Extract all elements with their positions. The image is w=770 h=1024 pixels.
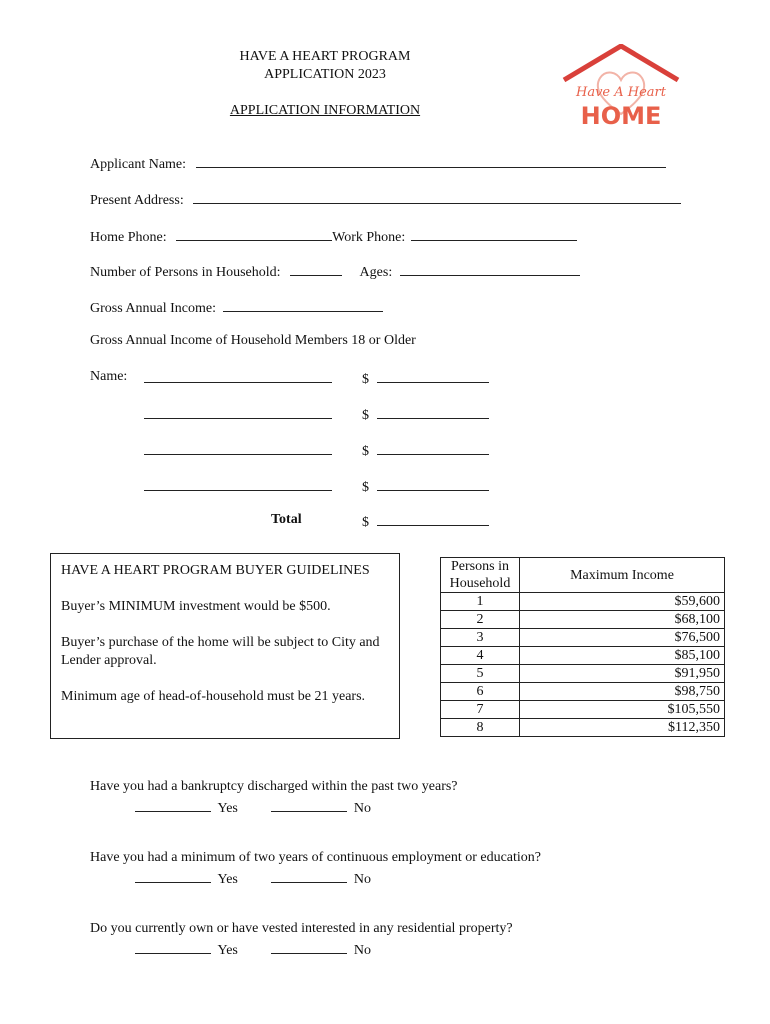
logo-line2: HOME — [580, 102, 662, 130]
dollar-sign: $ — [362, 372, 369, 387]
logo-line1: Have A Heart — [576, 85, 666, 100]
section-title: APPLICATION INFORMATION — [229, 103, 421, 118]
persons-cell: 2 — [441, 611, 520, 629]
total-label: Total — [271, 512, 302, 527]
member-amount-field[interactable] — [377, 477, 489, 491]
phone-row — [90, 227, 577, 246]
income-cell: $85,100 — [520, 647, 725, 665]
employment-no-field[interactable] — [271, 869, 347, 883]
dollar-sign: $ — [362, 408, 369, 423]
buyer-guidelines-box — [50, 553, 400, 739]
have-a-heart-home-logo — [560, 44, 682, 136]
table-row — [441, 629, 725, 647]
persons-label: Number of Persons in Household: — [90, 265, 281, 280]
bankruptcy-answer-row — [135, 798, 371, 817]
income-cell: $98,750 — [520, 683, 725, 701]
employment-yes-field[interactable] — [135, 869, 211, 883]
persons-cell: 7 — [441, 701, 520, 719]
member-amount-field[interactable] — [377, 369, 489, 383]
member-amount-row — [362, 477, 489, 496]
member-row — [144, 405, 332, 424]
question-property: Do you currently own or have vested interested in any residential property? — [90, 921, 513, 936]
persons-cell: 3 — [441, 629, 520, 647]
member-row — [144, 441, 332, 460]
member-amount-field[interactable] — [377, 405, 489, 419]
member-amount-field[interactable] — [377, 441, 489, 455]
table-row — [441, 701, 725, 719]
table-row — [441, 719, 725, 737]
income-cell: $68,100 — [520, 611, 725, 629]
gross-income-label: Gross Annual Income: — [90, 301, 216, 316]
program-title: HAVE A HEART PROGRAM — [239, 49, 411, 64]
applicant-name-label: Applicant Name: — [90, 157, 187, 172]
ages-field[interactable] — [400, 262, 580, 276]
property-no-label: No — [353, 943, 371, 958]
income-cell: $59,600 — [520, 593, 725, 611]
question-bankruptcy: Have you had a bankruptcy discharged within the past two years? — [90, 779, 458, 794]
persons-cell: 1 — [441, 593, 520, 611]
question-employment: Have you had a minimum of two years of continuous employment or education? — [90, 850, 542, 865]
applicant-name-row — [90, 154, 666, 173]
table-row — [441, 593, 725, 611]
guideline-min-age: Minimum age of head-of-household must be 21 years. — [61, 689, 366, 704]
property-yes-field[interactable] — [135, 940, 211, 954]
header-persons: Persons in Household — [441, 558, 520, 593]
gross-income-field[interactable] — [223, 298, 383, 312]
house-heart-icon — [560, 44, 682, 136]
dollar-sign: $ — [362, 444, 369, 459]
gross-income-row — [90, 298, 383, 317]
persons-cell: 5 — [441, 665, 520, 683]
bankruptcy-yes-field[interactable] — [135, 798, 211, 812]
table-row — [441, 611, 725, 629]
member-row — [144, 477, 332, 496]
ages-label: Ages: — [359, 265, 393, 280]
members-income-heading: Gross Annual Income of Household Members 18 or Older — [90, 333, 416, 348]
header-max-income: Maximum Income — [520, 558, 725, 593]
persons-cell: 4 — [441, 647, 520, 665]
dollar-sign: $ — [362, 515, 369, 530]
work-phone-label: Work Phone: — [332, 230, 406, 245]
application-year: APPLICATION 2023 — [264, 67, 386, 82]
member-amount-row — [362, 369, 489, 388]
table-row — [441, 665, 725, 683]
income-cell: $105,550 — [520, 701, 725, 719]
income-cell: $76,500 — [520, 629, 725, 647]
table-row — [441, 647, 725, 665]
present-address-field[interactable] — [193, 190, 681, 204]
property-answer-row — [135, 940, 371, 959]
header — [170, 48, 480, 120]
dollar-sign: $ — [362, 480, 369, 495]
home-phone-field[interactable] — [176, 227, 332, 241]
income-cell: $91,950 — [520, 665, 725, 683]
persons-field[interactable] — [290, 262, 342, 276]
bankruptcy-no-field[interactable] — [271, 798, 347, 812]
bankruptcy-no-label: No — [353, 801, 371, 816]
table-row — [441, 683, 725, 701]
max-income-table — [440, 557, 725, 737]
persons-cell: 8 — [441, 719, 520, 737]
property-no-field[interactable] — [271, 940, 347, 954]
guidelines-title: HAVE A HEART PROGRAM BUYER GUIDELINES — [61, 563, 370, 578]
member-name-field[interactable] — [144, 441, 332, 455]
member-name-field[interactable] — [144, 405, 332, 419]
home-phone-label: Home Phone: — [90, 230, 167, 245]
work-phone-field[interactable] — [411, 227, 577, 241]
employment-answer-row — [135, 869, 371, 888]
member-name-field[interactable] — [144, 477, 332, 491]
member-amount-row — [362, 441, 489, 460]
income-cell: $112,350 — [520, 719, 725, 737]
table-header-row — [441, 558, 725, 593]
bankruptcy-yes-label: Yes — [217, 801, 238, 816]
member-row — [144, 369, 332, 388]
property-yes-label: Yes — [217, 943, 238, 958]
name-label: Name: — [90, 369, 128, 384]
guideline-approval: Buyer’s purchase of the home will be subject to City and Lender approval. — [61, 635, 380, 668]
present-address-row — [90, 190, 681, 209]
member-amount-row — [362, 405, 489, 424]
guideline-min-investment: Buyer’s MINIMUM investment would be $500. — [61, 599, 331, 614]
total-amount-field[interactable] — [377, 512, 489, 526]
member-name-field[interactable] — [144, 369, 332, 383]
employment-no-label: No — [353, 872, 371, 887]
employment-yes-label: Yes — [217, 872, 238, 887]
present-address-label: Present Address: — [90, 193, 184, 208]
household-row — [90, 262, 580, 281]
applicant-name-field[interactable] — [196, 154, 666, 168]
total-amount-row — [362, 512, 489, 531]
persons-cell: 6 — [441, 683, 520, 701]
